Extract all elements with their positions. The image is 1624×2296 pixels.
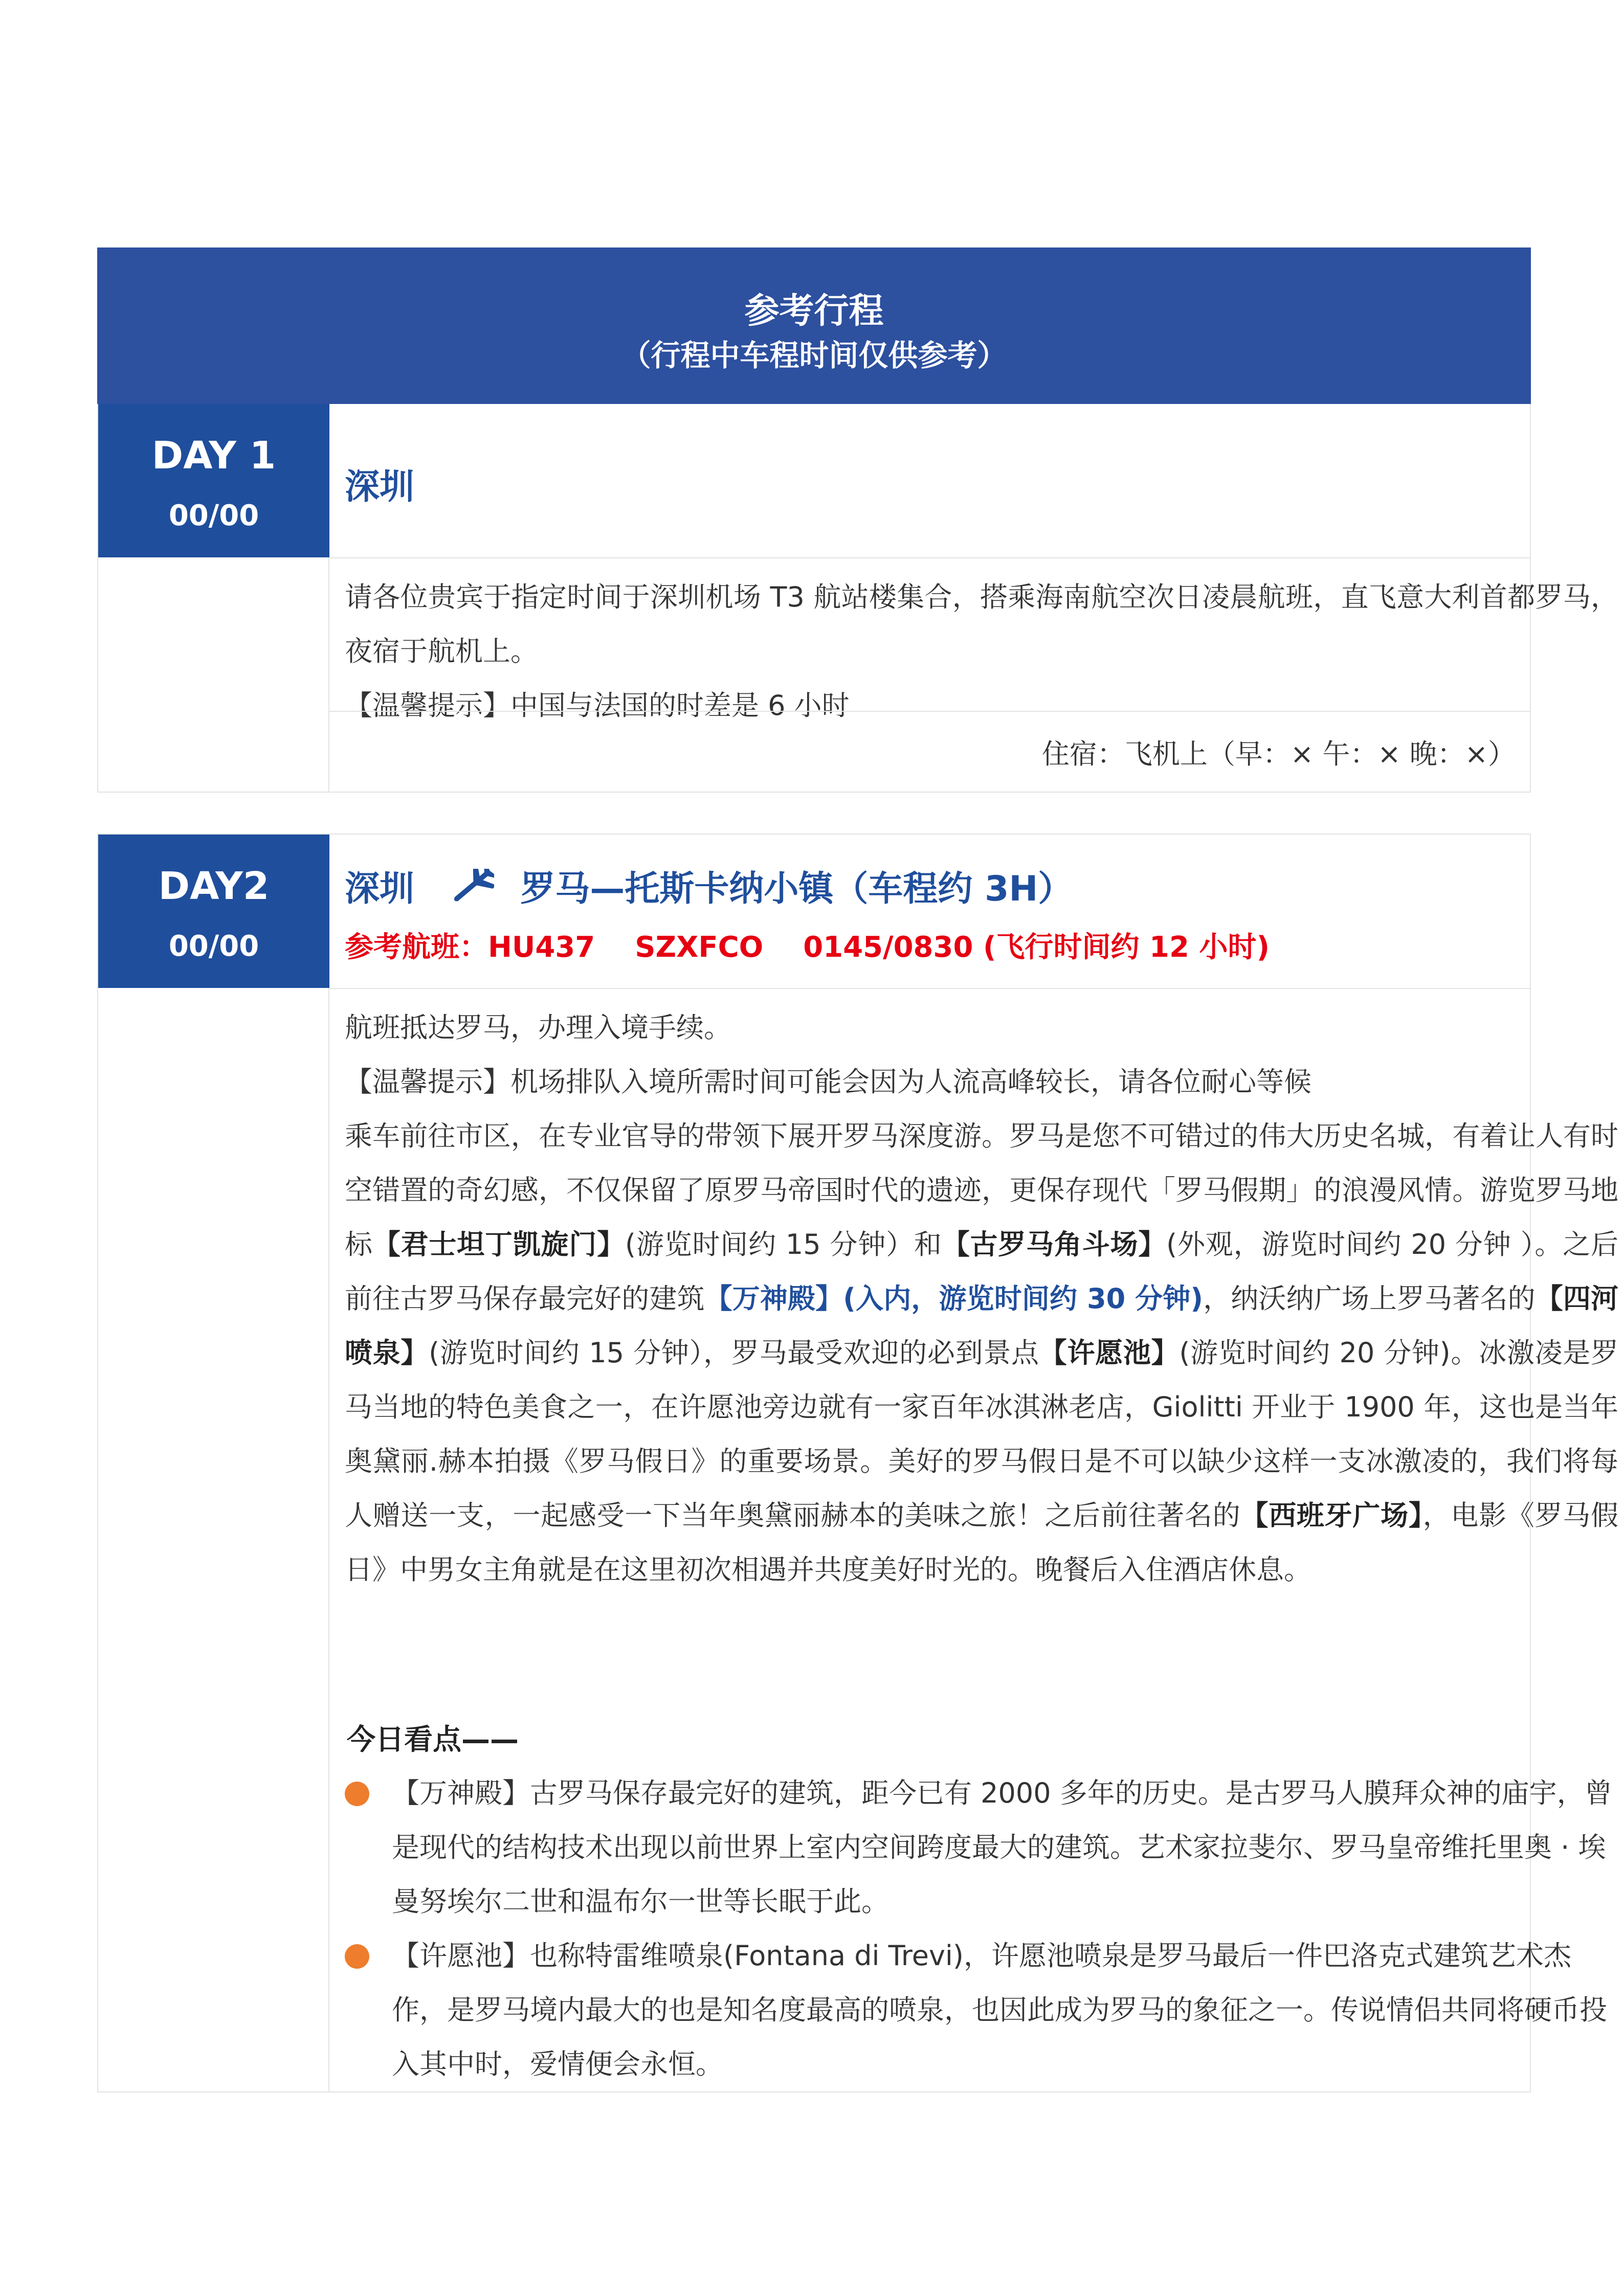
text-segment: (外观，游览时间约 20 分钟 ）。之后前往古罗马保存最完好的建筑 (345, 1228, 1619, 1315)
highlight-spanish-steps: 【西班牙广场】 (1240, 1499, 1423, 1532)
day2-left-column (98, 835, 329, 2091)
day1-description (345, 570, 1618, 733)
day2-tip: 【温馨提示】机场排队入境所需时间可能会因为人流高峰较长，请各位耐心等候 (345, 1066, 1311, 1098)
day1-title: 深圳 (345, 467, 415, 507)
header-title: 参考行程 (744, 291, 884, 331)
text-segment: (游览时间约 15 分钟），罗马最受欢迎的必到景点 (429, 1337, 1039, 1369)
day2-flight-info: 参考航班：HU437 SZXFCO 0145/0830 (飞行时间约 12 小时) (345, 931, 1270, 964)
text-segment: 乘车前往市区，在专业官导的带领下展开罗马深度游。罗马是您不可错过的伟大历史名城，有着让人有时空错置的奇幻感，不仅保留了原罗马帝国时代的遗迹，更保存现代「罗马假期」的浪漫风情。游览罗马地标 (345, 1120, 1618, 1260)
day2-badge (98, 835, 329, 988)
itinerary-header (97, 247, 1531, 404)
day2-title (345, 861, 1073, 911)
day2-label: DAY2 (158, 864, 270, 908)
day1-divider-top (329, 557, 1530, 558)
day1-divider-bottom (329, 711, 1530, 712)
highlight-item-trevi (345, 1929, 1613, 2091)
day2-itinerary-text (345, 1109, 1618, 1597)
highlight-pantheon: 【万神殿】(入内，游览时间约 30 分钟) (704, 1282, 1204, 1315)
day1-label: DAY 1 (151, 434, 276, 478)
day2-date: 00/00 (168, 930, 259, 963)
day2-block (97, 834, 1619, 2092)
text-segment: ，纳沃纳广场上罗马著名的 (1203, 1282, 1536, 1315)
bullet-dot-icon (345, 1944, 369, 1969)
text-segment: (游览时间约 20 分钟)。冰激凌是罗马当地的特色美食之一，在许愿池旁边就有一家百年冰淇淋老店，Giolitti 开业于 1900 年，这也是当年奥黛丽.赫本拍摄《罗马假日》的重要场景。美好的罗马假日是不可以缺少这样一支冰激凌的，我们将每人赠送一支，一起感受一下当年奥黛丽赫本的美味之旅！之后前往著名的 (345, 1337, 1619, 1532)
highlights-list (345, 1766, 1613, 2091)
header-subtitle: （行程中车程时间仅供参考） (621, 338, 1007, 373)
day2-title-from: 深圳 (345, 869, 415, 909)
day2-divider-top (329, 988, 1530, 989)
airplane-icon (448, 869, 494, 905)
highlight-colosseum: 【古罗马角斗场】 (942, 1228, 1167, 1260)
text-segment: (游览时间约 15 分钟）和 (625, 1228, 942, 1260)
day1-lodging: 住宿：飞机上（早：× 午：× 晚：×） (1041, 738, 1516, 770)
bullet-dot-icon (345, 1782, 369, 1806)
highlight-item-pantheon (345, 1766, 1613, 1929)
day1-date: 00/00 (168, 499, 259, 532)
text-segment: ，电影《罗马假日》中男女主角就是在这里初次相遇并共度美好时光的。晚餐后入住酒店休息。 (345, 1499, 1619, 1586)
highlights-title: 今日看点—— (347, 1723, 519, 1757)
day2-arrival: 航班抵达罗马，办理入境手续。 (345, 1011, 731, 1044)
day2-description (345, 1001, 1618, 1597)
day1-block (97, 404, 1618, 793)
day1-tip: 【温馨提示】中国与法国的时差是 6 小时 (345, 689, 850, 722)
highlight-item-text: 【许愿池】也称特雷维喷泉(Fontana di Trevi)，许愿池喷泉是罗马最后一件巴洛克式建筑艺术杰作，是罗马境内最大的也是知名度最高的喷泉，也因此成为罗马的象征之一。传说情侣共同将硬币投入其中时，爱情便会永恒。 (392, 1940, 1607, 2080)
highlight-four-rivers-fountain: 【四河喷泉】 (345, 1282, 1619, 1369)
day2-title-to: 罗马—托斯卡纳小镇（车程约 3H） (520, 869, 1073, 909)
day1-paragraph: 请各位贵宾于指定时间于深圳机场 T3 航站楼集合，搭乘海南航空次日凌晨航班，直飞意大利首都罗马，夜宿于航机上。 (345, 581, 1618, 667)
highlight-trevi-fountain: 【许愿池】 (1039, 1337, 1180, 1369)
highlight-arch-of-constantine: 【君士坦丁凯旋门】 (372, 1228, 626, 1260)
highlight-item-text: 【万神殿】古罗马保存最完好的建筑，距今已有 2000 多年的历史。是古罗马人膜拜众神的庙宇，曾是现代的结构技术出现以前世界上室内空间跨度最大的建筑。艺术家拉斐尔、罗马皇帝维托里奥 · 埃曼努埃尔二世和温布尔一世等长眠于此。 (392, 1777, 1612, 1918)
day1-badge (98, 404, 329, 557)
